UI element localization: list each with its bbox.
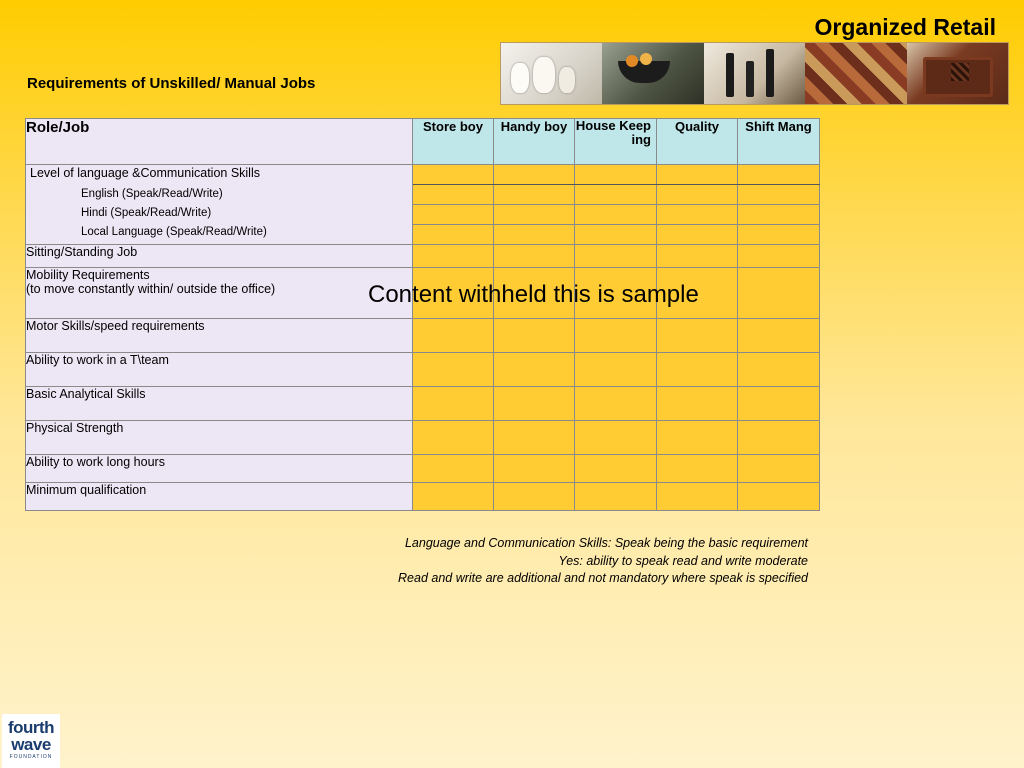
cabinet-photo xyxy=(907,43,1008,104)
table-cell xyxy=(657,387,738,421)
table-cell xyxy=(657,225,738,245)
table-cell xyxy=(494,455,575,483)
table-cell xyxy=(657,455,738,483)
candlesticks-photo xyxy=(704,43,805,104)
page-title: Organized Retail xyxy=(814,14,996,40)
table-row xyxy=(26,387,820,421)
english-skill-label: English (Speak/Read/Write) xyxy=(81,188,223,200)
job-header-housekeeping: House Keep ing xyxy=(575,119,657,165)
table-cell xyxy=(738,319,820,353)
table-cell xyxy=(575,165,657,185)
table-cell xyxy=(738,421,820,455)
table-cell xyxy=(575,185,657,205)
table-cell xyxy=(575,483,657,511)
retail-photo-strip xyxy=(500,42,1009,105)
table-cell xyxy=(738,225,820,245)
table-row xyxy=(26,165,820,185)
table-cell xyxy=(657,205,738,225)
table-header-row xyxy=(26,119,820,165)
vases-photo xyxy=(501,43,602,104)
row-label-motor-skills: Motor Skills/speed requirements xyxy=(26,319,413,353)
job-header-shift-manager: Shift Mang xyxy=(738,119,820,165)
row-label-teamwork: Ability to work in a T\team xyxy=(26,353,413,387)
role-job-header: Role/Job xyxy=(26,119,413,165)
table-cell xyxy=(494,421,575,455)
table-cell xyxy=(494,319,575,353)
table-cell xyxy=(494,245,575,268)
table-row xyxy=(26,421,820,455)
table-cell xyxy=(738,185,820,205)
table-cell xyxy=(575,319,657,353)
table-cell xyxy=(413,165,494,185)
footnote-line: Read and write are additional and not mandatory where speak is specified xyxy=(398,571,808,585)
row-label-mobility xyxy=(26,268,413,319)
fourth-wave-logo xyxy=(2,714,60,768)
footnote-line: Language and Communication Skills: Speak being the basic requirement xyxy=(404,536,808,550)
row-label-sitting-standing: Sitting/Standing Job xyxy=(26,245,413,268)
table-row xyxy=(26,455,820,483)
table-cell xyxy=(657,353,738,387)
table-cell xyxy=(413,353,494,387)
table-cell xyxy=(738,268,820,319)
table-cell xyxy=(413,387,494,421)
table-cell xyxy=(738,387,820,421)
table-row xyxy=(26,353,820,387)
language-skills-label: Level of language &Communication Skills xyxy=(30,166,260,180)
table-cell xyxy=(494,225,575,245)
table-cell xyxy=(494,165,575,185)
table-cell xyxy=(657,245,738,268)
row-label-analytical: Basic Analytical Skills xyxy=(26,387,413,421)
table-cell xyxy=(575,205,657,225)
table-row xyxy=(26,483,820,511)
table-cell xyxy=(738,205,820,225)
table-cell xyxy=(413,319,494,353)
table-cell xyxy=(413,455,494,483)
job-header-handy-boy: Handy boy xyxy=(494,119,575,165)
table-cell xyxy=(738,165,820,185)
table-row xyxy=(26,245,820,268)
table-cell xyxy=(738,455,820,483)
logo-text-line2: wave xyxy=(11,735,51,754)
row-label-physical-strength: Physical Strength xyxy=(26,421,413,455)
table-cell xyxy=(738,483,820,511)
mobility-label: Mobility Requirements xyxy=(26,268,150,282)
table-row xyxy=(26,319,820,353)
table-cell xyxy=(575,421,657,455)
footnotes xyxy=(398,535,808,588)
table-cell xyxy=(738,353,820,387)
table-cell xyxy=(657,319,738,353)
table-cell xyxy=(494,353,575,387)
logo-text-line3: FOUNDATION xyxy=(9,754,53,760)
hindi-skill-label: Hindi (Speak/Read/Write) xyxy=(81,207,212,219)
table-cell xyxy=(657,185,738,205)
table-cell xyxy=(413,421,494,455)
page-subtitle: Requirements of Unskilled/ Manual Jobs xyxy=(27,75,316,92)
table-cell xyxy=(657,165,738,185)
requirements-table xyxy=(25,118,820,511)
table-cell xyxy=(575,455,657,483)
table-cell xyxy=(494,387,575,421)
table-cell xyxy=(657,421,738,455)
table-cell xyxy=(494,483,575,511)
table-cell xyxy=(575,225,657,245)
table-cell xyxy=(494,205,575,225)
rug-photo xyxy=(805,43,906,104)
table-cell xyxy=(575,245,657,268)
table-cell xyxy=(413,205,494,225)
job-header-quality: Quality xyxy=(657,119,738,165)
sample-watermark: Content withheld this is sample xyxy=(368,281,699,308)
local-language-skill-label: Local Language (Speak/Read/Write) xyxy=(81,226,267,238)
row-label-long-hours: Ability to work long hours xyxy=(26,455,413,483)
table-cell xyxy=(413,245,494,268)
mobility-sublabel: (to move constantly within/ outside the office) xyxy=(26,282,276,296)
table-cell xyxy=(657,483,738,511)
footnote-line: Yes: ability to speak read and write moderate xyxy=(558,553,808,568)
fruit-bowl-photo xyxy=(602,43,703,104)
table-cell xyxy=(494,185,575,205)
job-header-store-boy: Store boy xyxy=(413,119,494,165)
row-label-min-qualification: Minimum qualification xyxy=(26,483,413,511)
table-cell xyxy=(413,225,494,245)
table-cell xyxy=(413,185,494,205)
table-cell xyxy=(738,245,820,268)
table-cell xyxy=(575,353,657,387)
logo-text-line1: fourth xyxy=(7,718,55,737)
table-cell xyxy=(413,483,494,511)
table-cell xyxy=(575,387,657,421)
language-skills-cell xyxy=(26,165,413,245)
